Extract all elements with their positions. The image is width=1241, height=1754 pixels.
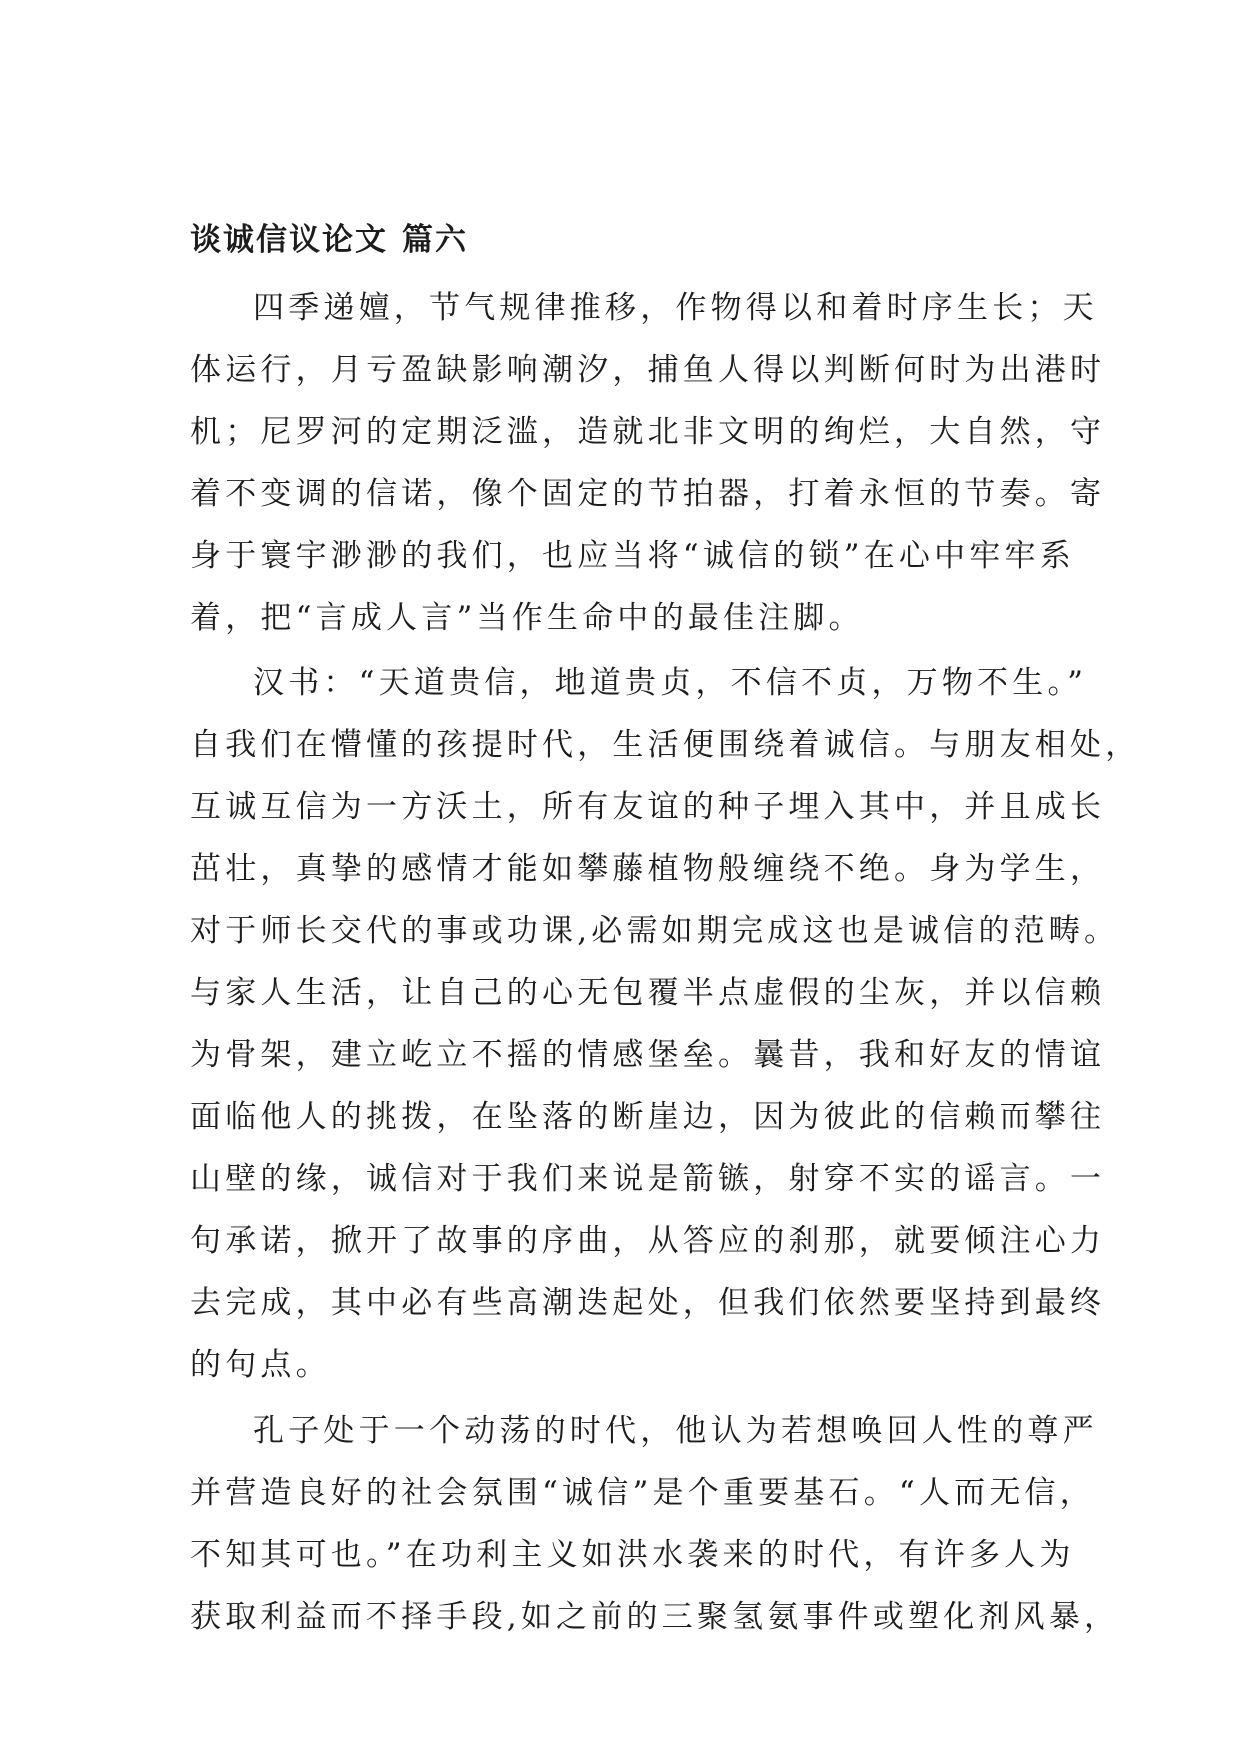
text-line: 着，把“言成人言”当作生命中的最佳注脚。 xyxy=(190,600,864,636)
paragraph-3 xyxy=(190,1400,1119,1648)
text-line: 身于寰宇渺渺的我们，也应当将“诚信的锁”在心中牢牢系 xyxy=(190,538,1075,574)
document-title xyxy=(190,220,468,260)
text-line: 不知其可也。”在功利主义如洪水袭来的时代，有许多人为 xyxy=(190,1537,1075,1573)
text-line: 去完成，其中必有些高潮迭起处，但我们依然要坚持到最终 xyxy=(190,1285,1106,1321)
text-line: 面临他人的挑拨，在坠落的断崖边，因为彼此的信赖而攀往 xyxy=(190,1099,1106,1135)
text-line: 的句点。 xyxy=(190,1347,331,1383)
text-line: 为骨架，建立屹立不摇的情感堡垒。曩昔，我和好友的情谊 xyxy=(190,1037,1106,1073)
text-line: 茁壮，真挚的感情才能如攀藤植物般缠绕不绝。身为学生， xyxy=(190,851,1106,887)
text-line: 孔子处于一个动荡的时代，他认为若想唤回人性的尊严 xyxy=(253,1413,1098,1449)
text-line: 山壁的缘，诚信对于我们来说是箭镞，射穿不实的谣言。一 xyxy=(190,1161,1106,1197)
text-line: 着不变调的信诺，像个固定的节拍器，打着永恒的节奏。寄 xyxy=(190,476,1106,512)
title-main: 谈诚信议论文 xyxy=(190,222,388,258)
paragraph-2 xyxy=(190,652,1140,1396)
text-line: 四季递嬗，节气规律推移，作物得以和着时序生长；天 xyxy=(253,290,1098,326)
text-line: 并营造良好的社会氛围“诚信”是个重要基石。“人而无信， xyxy=(190,1475,1095,1511)
text-line: 与家人生活，让自己的心无包覆半点虚假的尘灰，并以信赖 xyxy=(190,975,1106,1011)
text-line: 互诚互信为一方沃土，所有友谊的种子埋入其中，并且成长 xyxy=(190,789,1106,825)
text-line: 获取利益而不择手段,如之前的三聚氢氨事件或塑化剂风暴， xyxy=(190,1599,1120,1635)
text-line: 句承诺，掀开了故事的序曲，从答应的刹那，就要倾注心力 xyxy=(190,1223,1106,1259)
text-line: 对于师长交代的事或功课,必需如期完成这也是诚信的范畴。 xyxy=(190,913,1120,949)
paragraph-1 xyxy=(190,277,1105,649)
text-line: 汉书：“天道贵信，地道贵贞，不信不贞，万物不生。” xyxy=(253,665,1088,701)
text-line: 机；尼罗河的定期泛滥，造就北非文明的绚烂，大自然，守 xyxy=(190,414,1106,450)
text-line: 体运行，月亏盈缺影响潮汐，捕鱼人得以判断何时为出港时 xyxy=(190,352,1106,388)
text-line: 自我们在懵懂的孩提时代，生活便围绕着诚信。与朋友相处， xyxy=(190,727,1141,763)
title-sub: 篇六 xyxy=(402,222,468,258)
